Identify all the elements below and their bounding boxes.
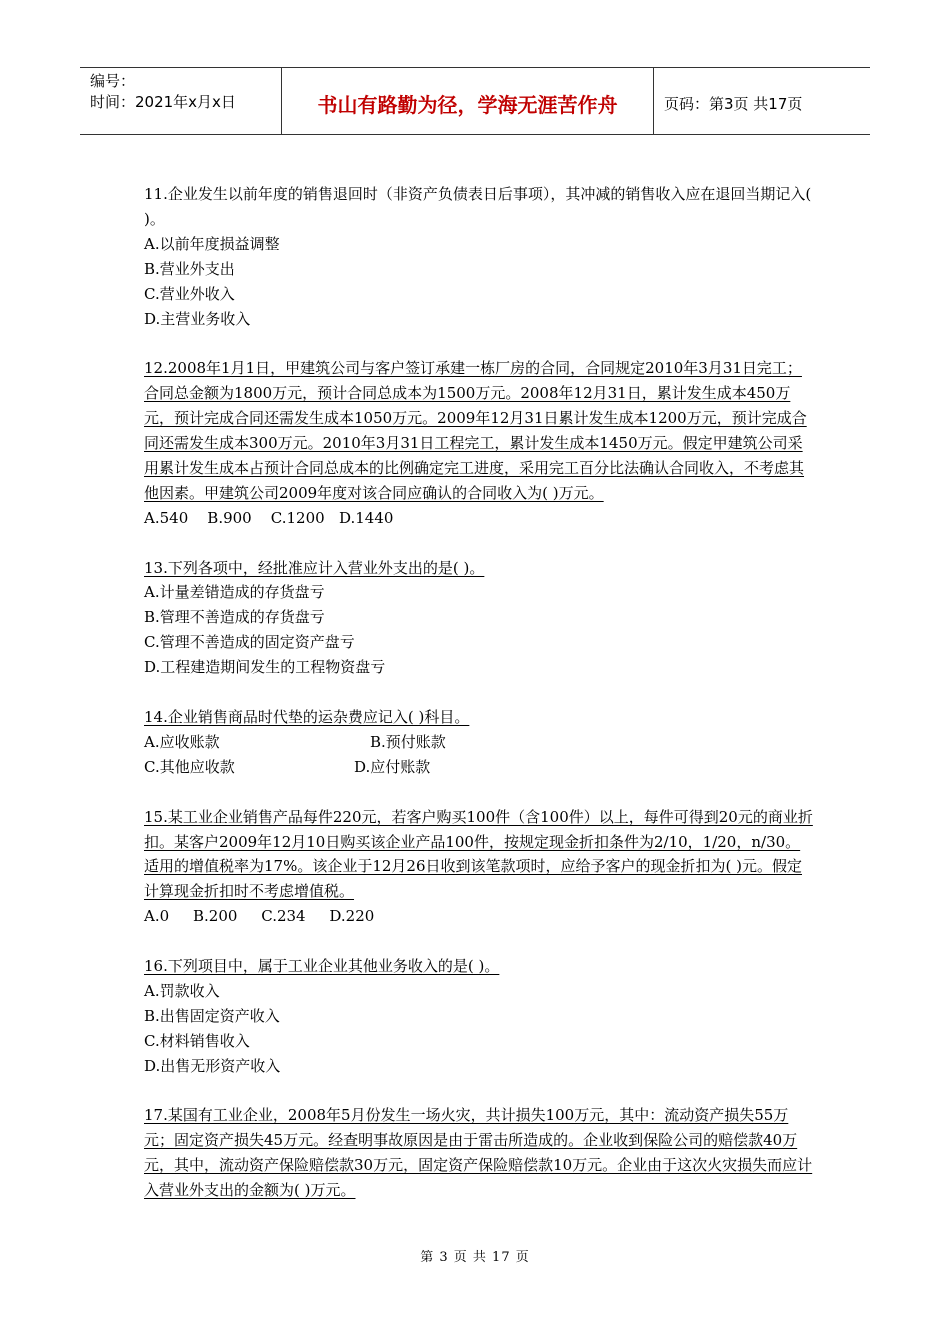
option-row	[144, 730, 814, 755]
options-inline: A.0 B.200 C.234 D.220	[144, 907, 375, 926]
option: C.管理不善造成的固定资产盘亏	[144, 633, 355, 652]
option: B.营业外支出	[144, 259, 235, 278]
header-meta	[80, 68, 282, 134]
question-list	[144, 182, 814, 1228]
option: C.营业外收入	[144, 284, 235, 303]
option: A.应收账款	[144, 732, 220, 751]
question-stem: 17.某国有工业企业，2008年5月份发生一场火灾，共计损失100万元，其中：流动资产损失55万元；固定资产损失45万元。经查明事故原因是由于雷击所造成的。企业收到保险公司的赔偿款40万元，其中，流动资产保险赔偿款30万元，固定资产保险赔偿款10万元。企业由于这次火灾损失而应计入营业外支出的金额为( )万元。	[144, 1106, 813, 1200]
question-stem: 15.某工业企业销售产品每件220元，若客户购买100件（含100件）以上，每件可得到20元的商业折扣。某客户2009年12月10日购买该企业产品100件，按规定现金折扣条件为2/10，1/20，n/30。适用的增值税率为17%。该企业于12月26日收到该笔款项时，应给予客户的现金折扣为( )元。假定计算现金折扣时不考虑增值税。	[144, 807, 813, 901]
option: D.工程建造期间发生的工程物资盘亏	[144, 658, 386, 677]
question-17	[144, 1103, 814, 1203]
question-12	[144, 356, 814, 530]
option: B.预付账款	[370, 732, 446, 751]
option-row	[144, 755, 814, 780]
option: C.其他应收款	[144, 757, 235, 776]
page-footer: 第 3 页 共 17 页	[420, 1250, 530, 1265]
document-number: 编号：	[90, 72, 136, 90]
options-inline: A.540 B.900 C.1200 D.1440	[144, 508, 394, 527]
option: A.罚款收入	[144, 981, 220, 1000]
option: D.主营业务收入	[144, 309, 251, 328]
option: B.管理不善造成的存货盘亏	[144, 608, 325, 627]
option: D.应付账款	[354, 757, 431, 776]
question-stem: 14.企业销售商品时代垫的运杂费应记入( )科目。	[144, 707, 470, 726]
question-stem: 16.下列项目中，属于工业企业其他业务收入的是( )。	[144, 957, 500, 976]
option: A.计量差错造成的存货盘亏	[144, 583, 325, 602]
option: A.以前年度损益调整	[144, 234, 280, 253]
header-page-info: 页码：第3页 共17页	[664, 94, 803, 113]
question-13	[144, 556, 814, 681]
question-stem: 13.下列各项中，经批准应计入营业外支出的是( )。	[144, 558, 485, 577]
option: B.出售固定资产收入	[144, 1006, 280, 1025]
question-14	[144, 705, 814, 780]
option: C.材料销售收入	[144, 1031, 250, 1050]
page-header	[80, 67, 870, 135]
question-16	[144, 954, 814, 1079]
document-date: 时间：2021年x月x日	[90, 93, 236, 111]
question-15	[144, 805, 814, 930]
header-motto: 书山有路勤为径，学海无涯苦作舟	[282, 68, 654, 134]
question-11	[144, 182, 814, 331]
question-stem: 12.2008年1月1日，甲建筑公司与客户签订承建一栋厂房的合同，合同规定2010年3月31日完工；合同总金额为1800万元，预计合同总成本为1500万元。2008年12月31日，累计发生成本450万元，预计完成合同还需发生成本1050万元。2009年12月31日累计发生成本1200万元，预计完成合同还需发生成本300万元。2010年3月31日工程完工，累计发生成本1450万元。假定甲建筑公司采用累计发生成本占预计合同总成本的比例确定完工进度，采用完工百分比法确认合同收入，不考虑其他因素。甲建筑公司2009年度对该合同应确认的合同收入为( )万元。	[144, 359, 807, 502]
question-stem: 11.企业发生以前年度的销售退回时（非资产负债表日后事项），其冲减的销售收入应在退回当期记入( )。	[144, 185, 812, 228]
option: D.出售无形资产收入	[144, 1056, 281, 1075]
